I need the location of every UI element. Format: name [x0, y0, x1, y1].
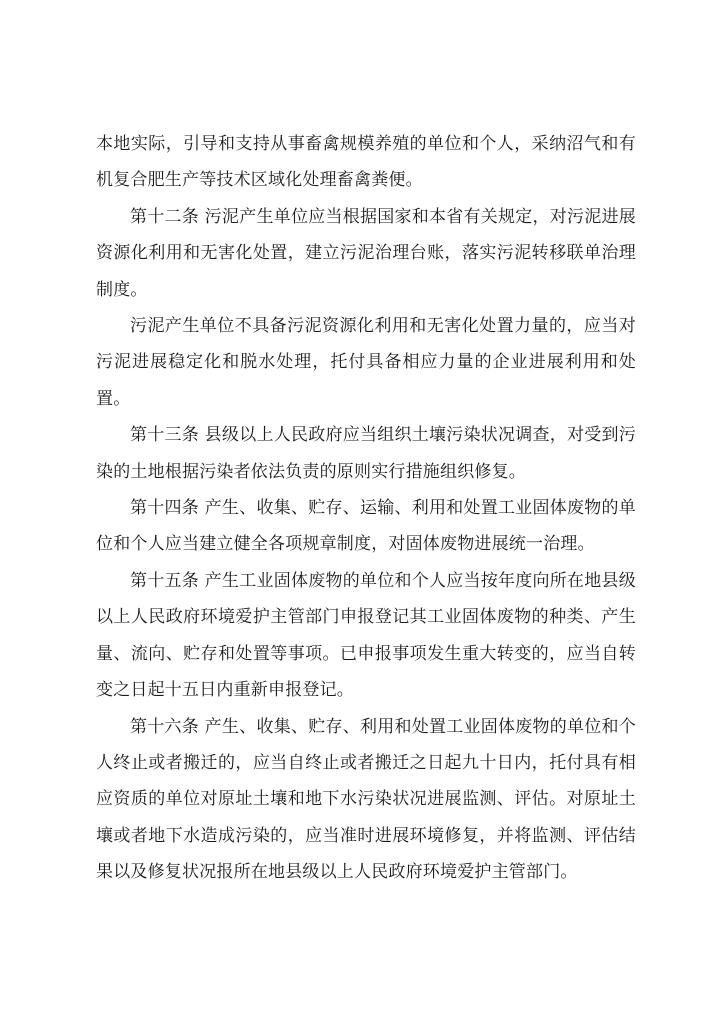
paragraph-continued: 本地实际，引导和支持从事畜禽规模养殖的单位和个人，采纳沼气和有机复合肥生产等技术区域化处理畜禽粪便。 — [96, 134, 636, 191]
article-13-paragraph: 第十三条 县级以上人民政府应当组织土壤污染状况调查，对受到污染的土地根据污染者依法负责的原则实行措施组织修复。 — [96, 425, 636, 482]
article-12-clause-2-paragraph: 污泥产生单位不具备污泥资源化利用和无害化处置力量的，应当对污泥进展稳定化和脱水处理，托付具备相应力量的企业进展利用和处置。 — [96, 316, 636, 409]
article-15-paragraph: 第十五条 产生工业固体废物的单位和个人应当按年度向所在地县级以上人民政府环境爱护主管部门申报登记其工业固体废物的种类、产生量、流向、贮存和处置等事项。已申报事项发生重大转变的，应当自转变之日起十五日内重新申报登记。 — [96, 570, 636, 701]
article-12-paragraph: 第十二条 污泥产生单位应当根据国家和本省有关规定，对污泥进展资源化利用和无害化处置，建立污泥治理台账，落实污泥转移联单治理制度。 — [96, 206, 636, 300]
document-body — [96, 126, 636, 891]
article-16-paragraph: 第十六条 产生、收集、贮存、利用和处置工业固体废物的单位和个人终止或者搬迁的，应当自终止或者搬迁之日起九十日内，托付具有相应资质的单位对原址土壤和地下水污染状况进展监测、评估。对原址土壤或者地下水造成污染的，应当准时进展环境修复，并将监测、评估结果以及修复状况报所在地县级以上人民政府环境爱护主管部门。 — [96, 716, 636, 883]
article-14-paragraph: 第十四条 产生、收集、贮存、运输、利用和处置工业固体废物的单位和个人应当建立健全各项规章制度，对固体废物进展统一治理。 — [96, 498, 636, 555]
